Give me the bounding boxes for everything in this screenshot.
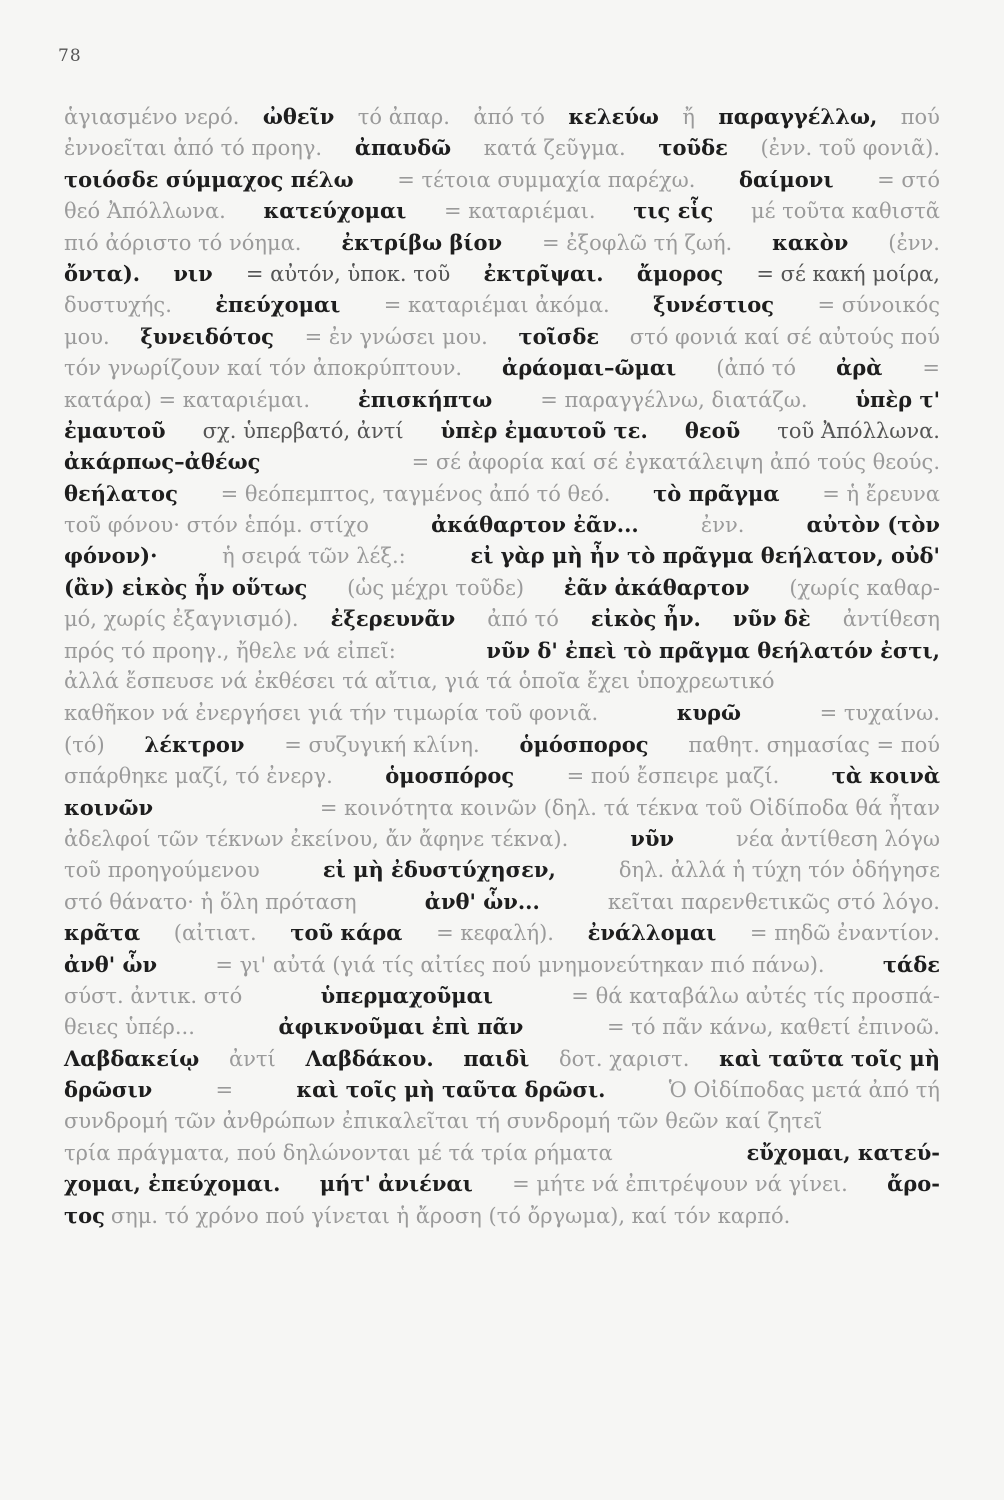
text-line <box>64 104 940 135</box>
gloss-text: μου. <box>64 324 110 349</box>
gloss-text: σημ. τό χρόνο πού γίνεται ἡ ἄροση (τό ὄργωμα), καί τόν καρπό. <box>110 1203 791 1228</box>
lemma-term: κυρῶ <box>676 700 742 726</box>
lemma-term: φόνον)· <box>64 543 158 569</box>
gloss-text: = σέ ἀφορία καί σέ ἐγκατάλειψη ἀπό τούς θεούς. <box>411 450 940 475</box>
gloss-text: τοῦ προηγούμενου <box>64 858 260 883</box>
text-line <box>64 1140 940 1171</box>
gloss-text: = στό <box>877 167 940 192</box>
lemma-term: τοῖσδε <box>518 323 600 349</box>
lemma-term: κοινῶν <box>64 794 154 820</box>
gloss-text: θειες ὑπέρ... <box>64 1015 195 1040</box>
gloss-text: = μήτε νά ἐπιτρέψουν νά γίνει. <box>512 1172 848 1197</box>
lemma-term: ἐπισκήπτω <box>357 386 493 412</box>
lemma-term: τοῦδε <box>658 135 728 161</box>
text-line <box>64 606 940 637</box>
gloss-text: τόν γνωρίζουν καί τόν ἀποκρύπτουν. <box>64 356 463 381</box>
text-line <box>64 1203 940 1234</box>
lemma-term: Λαβδάκου. <box>305 1045 434 1071</box>
text-line <box>64 763 940 794</box>
gloss-text: παθητ. σημασίας = πού <box>688 732 940 757</box>
gloss-text: νέα ἀντίθεση λόγω <box>735 826 940 851</box>
lemma-term: παραγγέλλω, <box>718 104 878 129</box>
lemma-term: ἄμορος <box>636 260 724 286</box>
gloss-text: μό, χωρίς ἐξαγνισμό). <box>64 607 299 632</box>
lemma-term: εἰ μὴ ἐδυστύχησεν, <box>322 857 556 883</box>
gloss-text: = ἡ ἔρευνα <box>822 481 940 506</box>
lemma-term: ἐνάλλομαι <box>587 920 717 946</box>
gloss-text: = σύνοικός <box>817 293 940 318</box>
gloss-text: ἐννοεῖται ἀπό τό προηγ. <box>64 136 323 161</box>
lemma-term: ὁμοσπόρος <box>385 763 515 789</box>
lemma-term: δρῶσιν <box>64 1077 153 1103</box>
text-line <box>64 292 940 323</box>
page-number: 78 <box>58 46 82 66</box>
gloss-text: τοῦ Ἀπόλλωνα. <box>777 418 940 443</box>
lemma-term: ἀνθ' ὧν... <box>424 888 540 914</box>
gloss-text: = συζυγική κλίνη. <box>284 732 480 757</box>
gloss-text: = καταριέμαι ἀκόμα. <box>383 293 610 318</box>
text-line <box>64 700 940 731</box>
gloss-text: (ὡς μέχρι τοῦδε) <box>347 575 525 600</box>
gloss-text: = ἐξοφλῶ τή ζωή. <box>542 230 733 255</box>
lemma-term: κρᾶτα <box>64 920 141 946</box>
gloss-text: = κεφαλή). <box>436 921 554 946</box>
lemma-term: ὁμόσπορος <box>519 731 649 757</box>
gloss-text: = τέτοια συμμαχία παρέχω. <box>397 167 696 192</box>
lemma-term: νῦν <box>630 825 674 851</box>
gloss-text: (ἐνν. τοῦ φονιᾶ). <box>760 136 940 161</box>
gloss-text: κατάρα) = καταριέμαι. <box>64 387 311 412</box>
gloss-text: (χωρίς καθαρ- <box>789 575 940 600</box>
lemma-term: ἐᾶν ἀκάθαρτον <box>563 574 750 600</box>
gloss-text: ἀλλά ἔσπευσε νά ἐκθέσει τά αἴτια, γιά τά ὁποῖα ἔχει ὑποχρεωτικό <box>64 669 775 694</box>
lemma-term: ἐκτρίβω βίον <box>341 229 503 255</box>
lemma-term: ἐξερευνᾶν <box>330 606 456 632</box>
text-line <box>64 732 940 763</box>
lemma-term: ἀφικνοῦμαι ἐπὶ πᾶν <box>278 1014 524 1040</box>
lemma-term: ἀνθ' ὧν <box>64 951 158 977</box>
gloss-text: = σέ κακή μοίρα, <box>756 261 940 286</box>
lemma-term: νῦν δὲ <box>732 606 811 632</box>
gloss-text: = <box>215 1078 234 1103</box>
lemma-term: θεήλατος <box>64 480 178 506</box>
gloss-text: συνδρομή τῶν ἀνθρώπων ἐπικαλεῖται τή συνδρομή τῶν θεῶν καί ζητεῖ <box>64 1108 823 1133</box>
text-line <box>64 575 940 606</box>
lemma-term: ἀκάρπως–ἀθέως <box>64 449 261 475</box>
gloss-text: = πού ἔσπειρε μαζί. <box>566 764 780 789</box>
gloss-text: πρός τό προηγ., ἤθελε νά εἰπεῖ: <box>64 638 396 663</box>
lemma-term: νιν <box>173 260 213 286</box>
text-line <box>64 669 940 700</box>
gloss-text: ἁγιασμένο νερό. <box>64 105 240 129</box>
gloss-text: = πηδῶ ἐναντίον. <box>749 921 940 946</box>
text-line <box>64 983 940 1014</box>
gloss-text: στό φονιά καί σέ αὐτούς πού <box>629 324 940 349</box>
text-line <box>64 889 940 920</box>
gloss-text: ἐνν. <box>700 513 745 538</box>
gloss-text: = καταριέμαι. <box>444 199 596 224</box>
gloss-text: = κοινότητα κοινῶν (δηλ. τά τέκνα τοῦ Οἰδίποδα θά ἦταν <box>319 795 940 820</box>
text-line <box>64 952 940 983</box>
gloss-text: ἀντίθεση <box>842 607 940 632</box>
text-line <box>64 1171 940 1202</box>
gloss-text: (ἀπό τό <box>716 356 797 381</box>
lemma-term: δαίμονι <box>739 166 834 192</box>
lemma-term: ξυνέστιος <box>653 292 775 318</box>
lemma-term: ἐκτρῖψαι. <box>483 260 604 286</box>
lemma-term: νῦν δ' ἐπεὶ τὸ πρᾶγμα θεήλατόν ἐστι, <box>486 637 940 663</box>
lemma-term: ὑπερμαχοῦμαι <box>320 982 493 1008</box>
gloss-text: = παραγγέλνω, διατάζω. <box>540 387 808 412</box>
gloss-text: ἀδελφοί τῶν τέκνων ἐκείνου, ἄν ἄφηνε τέκνα). <box>64 826 569 851</box>
lemma-term: ἐπεύχομαι <box>215 292 341 318</box>
text-line <box>64 261 940 292</box>
text-line <box>64 418 940 449</box>
gloss-text: δηλ. ἀλλά ἡ τύχη τόν ὁδήγησε <box>618 858 940 883</box>
gloss-text: = ἐν γνώσει μου. <box>304 324 488 349</box>
gloss-text: = τυχαίνω. <box>819 701 940 726</box>
gloss-text: τό ἀπαρ. <box>357 105 450 129</box>
gloss-text: (τό) <box>64 732 105 757</box>
commentary-text <box>64 104 940 1234</box>
gloss-text: = τό πᾶν κάνω, καθετί ἐπινοῶ. <box>606 1015 940 1040</box>
text-line <box>64 387 940 418</box>
lemma-term: τις εἷς <box>633 198 714 224</box>
text-line <box>64 355 940 386</box>
gloss-text: σύστ. ἀντικ. στό <box>64 983 243 1008</box>
gloss-text: = <box>922 356 940 381</box>
gloss-text: τρία πράγματα, πού δηλώνονται μέ τά τρία ρήματα <box>64 1140 613 1165</box>
lemma-term: μήτ' ἀνιέναι <box>319 1171 473 1197</box>
gloss-text: στό θάνατο· ἡ ὅλη πρόταση <box>64 889 357 914</box>
gloss-text: θεό Ἀπόλλωνα. <box>64 199 226 224</box>
text-line <box>64 920 940 951</box>
gloss-text: κατά ζεῦγμα. <box>483 136 626 161</box>
lemma-term: τὰ κοινὰ <box>831 763 940 789</box>
lemma-term: κατεύχομαι <box>263 198 407 224</box>
lemma-term: ἄρο- <box>887 1171 940 1197</box>
gloss-text: δυστυχής. <box>64 293 172 318</box>
lemma-term: θεοῦ <box>684 417 741 443</box>
gloss-text: πιό ἀόριστο τό νόημα. <box>64 230 302 255</box>
gloss-text: = αὐτόν, ὑποκ. τοῦ <box>245 261 451 286</box>
lemma-term: ἀπαυδῶ <box>354 135 452 161</box>
lemma-term: (ἂν) εἰκὸς ἦν οὕτως <box>64 574 308 600</box>
text-line <box>64 638 940 669</box>
lemma-term: κελεύω <box>568 104 659 129</box>
text-line <box>64 1109 940 1140</box>
text-line <box>64 230 940 261</box>
gloss-text: σχ. ὑπερβατό, ἀντί <box>202 418 404 443</box>
lemma-term: τὸ πρᾶγμα <box>653 480 780 506</box>
lemma-term: εἰκὸς ἦν. <box>590 606 701 632</box>
lemma-term: παιδὶ <box>463 1045 530 1071</box>
lemma-term: χομαι, ἐπεύχομαι. <box>64 1171 281 1197</box>
lemma-term: καὶ τοῖς μὴ ταῦτα δρῶσι. <box>296 1077 606 1103</box>
gloss-text: ἀπό τό <box>473 105 545 129</box>
text-line <box>64 449 940 480</box>
text-line <box>64 1014 940 1045</box>
gloss-text: σπάρθηκε μαζί, τό ἐνεργ. <box>64 764 333 789</box>
lemma-term: εἰ γὰρ μὴ ἦν τὸ πρᾶγμα θεήλατον, οὐδ' <box>470 543 940 569</box>
lemma-term: ὠθεῖν <box>262 104 335 129</box>
text-line <box>64 324 940 355</box>
gloss-text: ἤ <box>682 105 695 129</box>
gloss-text: δοτ. χαριστ. <box>559 1046 690 1071</box>
text-line <box>64 1077 940 1108</box>
lemma-term: εὔχομαι, κατεύ- <box>746 1139 940 1165</box>
lemma-term: τάδε <box>882 951 940 977</box>
gloss-text: κεῖται παρενθετικῶς στό λόγο. <box>607 889 940 914</box>
lemma-term: ἀρὰ <box>836 355 883 381</box>
lemma-term: ἀκάθαρτον ἐᾶν... <box>431 512 639 538</box>
lemma-term: καὶ ταῦτα τοῖς μὴ <box>719 1045 940 1071</box>
text-line <box>64 857 940 888</box>
lemma-term: λέκτρον <box>144 731 245 757</box>
gloss-text: Ὁ Οἰδίποδας μετά ἀπό τή <box>668 1078 940 1103</box>
gloss-text: = θά καταβάλω αὐτές τίς προσπά- <box>571 983 940 1008</box>
gloss-text: (ἐνν. <box>888 230 940 255</box>
gloss-text: τοῦ φόνου· στόν ἑπόμ. στίχο <box>64 513 369 538</box>
gloss-text: μέ τοῦτα καθιστᾶ <box>750 199 940 224</box>
lemma-term: ξυνειδότος <box>140 323 274 349</box>
gloss-text: ἀπό τό <box>487 607 559 632</box>
text-line <box>64 167 940 198</box>
lemma-term: ἀράομαι–ῶμαι <box>502 355 677 381</box>
gloss-text: = γι' αὐτά (γιά τίς αἰτίες πού μνημονεύτηκαν πιό πάνω). <box>215 952 825 977</box>
text-line <box>64 198 940 229</box>
text-line <box>64 543 940 574</box>
gloss-text: ἀντί <box>228 1046 276 1071</box>
lemma-term: Λαβδακείῳ <box>64 1045 200 1071</box>
lemma-term: ἐμαυτοῦ <box>64 417 166 443</box>
gloss-text: = θεόπεμπτος, ταγμένος ἀπό τό θεό. <box>220 481 611 506</box>
text-line <box>64 481 940 512</box>
lemma-term: ὄντα). <box>64 260 141 286</box>
lemma-term: τοιόσδε σύμμαχος πέλω <box>64 166 354 192</box>
lemma-term: κακὸν <box>772 229 849 255</box>
gloss-text: πού <box>900 105 940 129</box>
lemma-term: ὑπὲρ τ' <box>855 386 940 412</box>
text-line <box>64 512 940 543</box>
text-line <box>64 135 940 166</box>
lemma-term: τος <box>64 1202 105 1228</box>
text-line <box>64 826 940 857</box>
text-line <box>64 1046 940 1077</box>
lemma-term: αὐτὸν (τὸν <box>806 512 940 538</box>
gloss-text: (αἰτιατ. <box>173 921 257 946</box>
lemma-term: ὑπὲρ ἐμαυτοῦ τε. <box>440 417 648 443</box>
gloss-text: ἡ σειρά τῶν λέξ.: <box>222 544 406 569</box>
text-line <box>64 795 940 826</box>
gloss-text: καθῆκον νά ἐνεργήσει γιά τήν τιμωρία τοῦ φονιᾶ. <box>64 701 599 726</box>
lemma-term: τοῦ κάρα <box>290 920 403 946</box>
